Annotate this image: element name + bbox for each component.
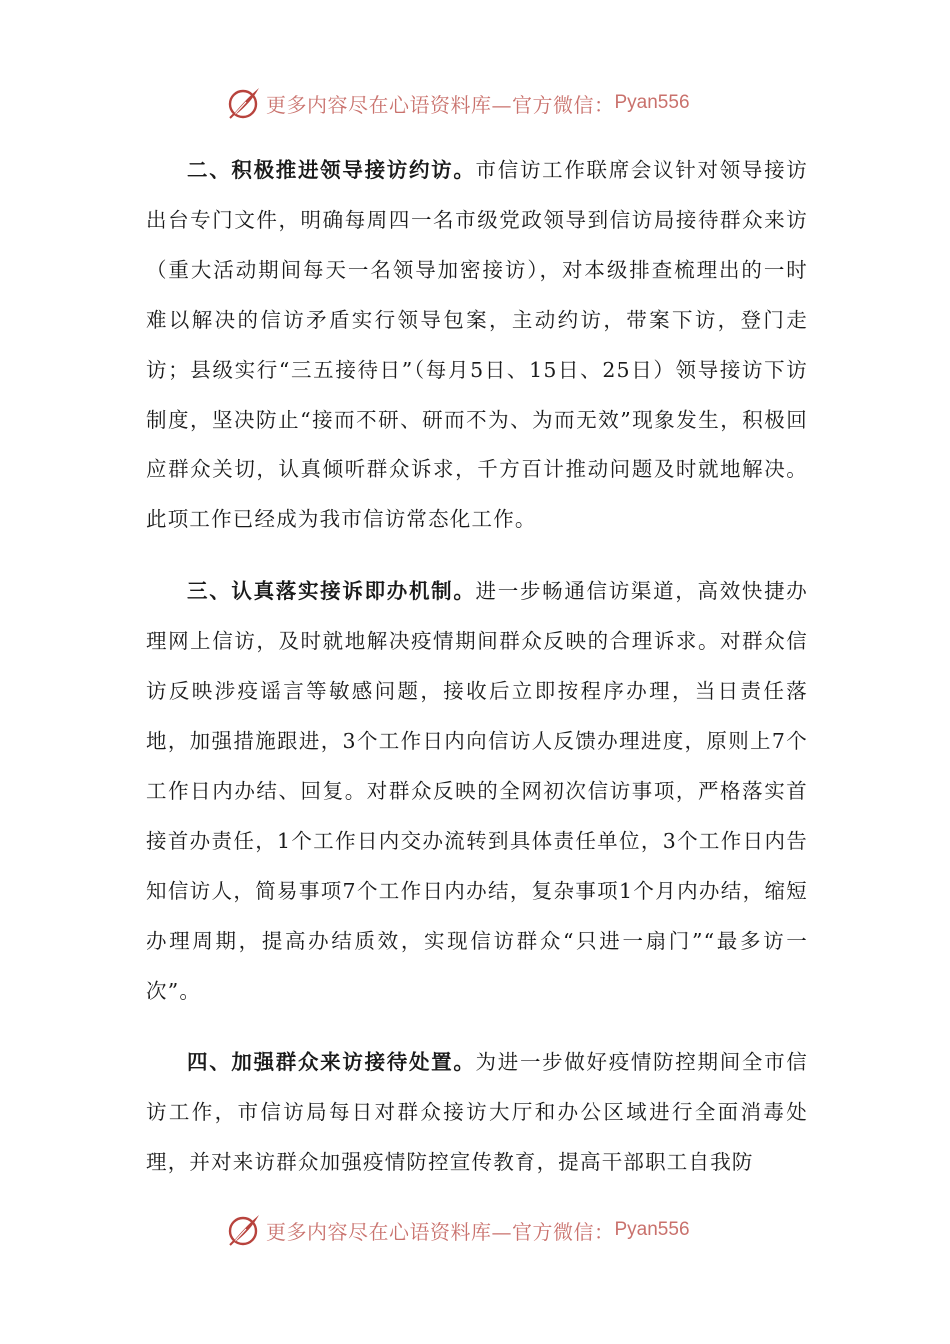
footer-wechat-id: Pyan556 <box>614 1219 690 1240</box>
quill-pen-icon <box>226 1212 262 1248</box>
paragraph <box>146 1038 808 1188</box>
paragraph-body: 为进一步做好疫情防控期间全市信访工作，市信访局每日对群众接访大厅和办公区域进行全面消毒处理，并对来访群众加强疫情防控宣传教育，提高干部职工自我防 <box>146 1050 808 1175</box>
quill-pen-icon <box>226 85 262 121</box>
paragraph-body: 进一步畅通信访渠道，高效快捷办理网上信访，及时就地解决疫情期间群众反映的合理诉求。对群众信访反映涉疫谣言等敏感问题，接收后立即按程序办理，当日责任落地，加强措施跟进，3个工作日内向信访人反馈办理进度，原则上7个工作日内办结、回复。对群众反映的全网初次信访事项，严格落实首接首办责任，1个工作日内交办流转到具体责任单位，3个工作日内告知信访人，简易事项7个工作日内办结，复杂事项1个月内办结，缩短办理周期，提高办结质效，实现信访群众“只进一扇门”“最多访一次”。 <box>146 579 808 1003</box>
paragraph-body: 市信访工作联席会议针对领导接访出台专门文件，明确每周四一名市级党政领导到信访局接待群众来访（重大活动期间每天一名领导加密接访），对本级排查梳理出的一时难以解决的信访矛盾实行领导包案，主动约访，带案下访，登门走访；县级实行“三五接待日”（每月5日、15日、25日）领导接访下访制度，坚决防止“接而不研、研而不为、为而无效”现象发生，积极回应群众关切，认真倾听群众诉求，千方百计推动问题及时就地解决。此项工作已经成为我市信访常态化工作。 <box>146 158 808 532</box>
header-banner[interactable] <box>226 85 690 121</box>
paragraph <box>146 146 808 545</box>
paragraph-heading: 二、积极推进领导接访约访。 <box>187 158 476 182</box>
header-banner-text: 更多内容尽在心语资料库—官方微信： <box>266 92 615 117</box>
paragraph <box>146 567 808 1016</box>
paragraph-heading: 三、认真落实接诉即办机制。 <box>187 579 476 604</box>
header-wechat-id: Pyan556 <box>614 92 690 113</box>
footer-banner[interactable] <box>226 1212 690 1248</box>
document-body <box>146 146 808 1210</box>
footer-banner-text: 更多内容尽在心语资料库—官方微信： <box>266 1219 615 1244</box>
paragraph-heading: 四、加强群众来访接待处置。 <box>187 1050 476 1075</box>
